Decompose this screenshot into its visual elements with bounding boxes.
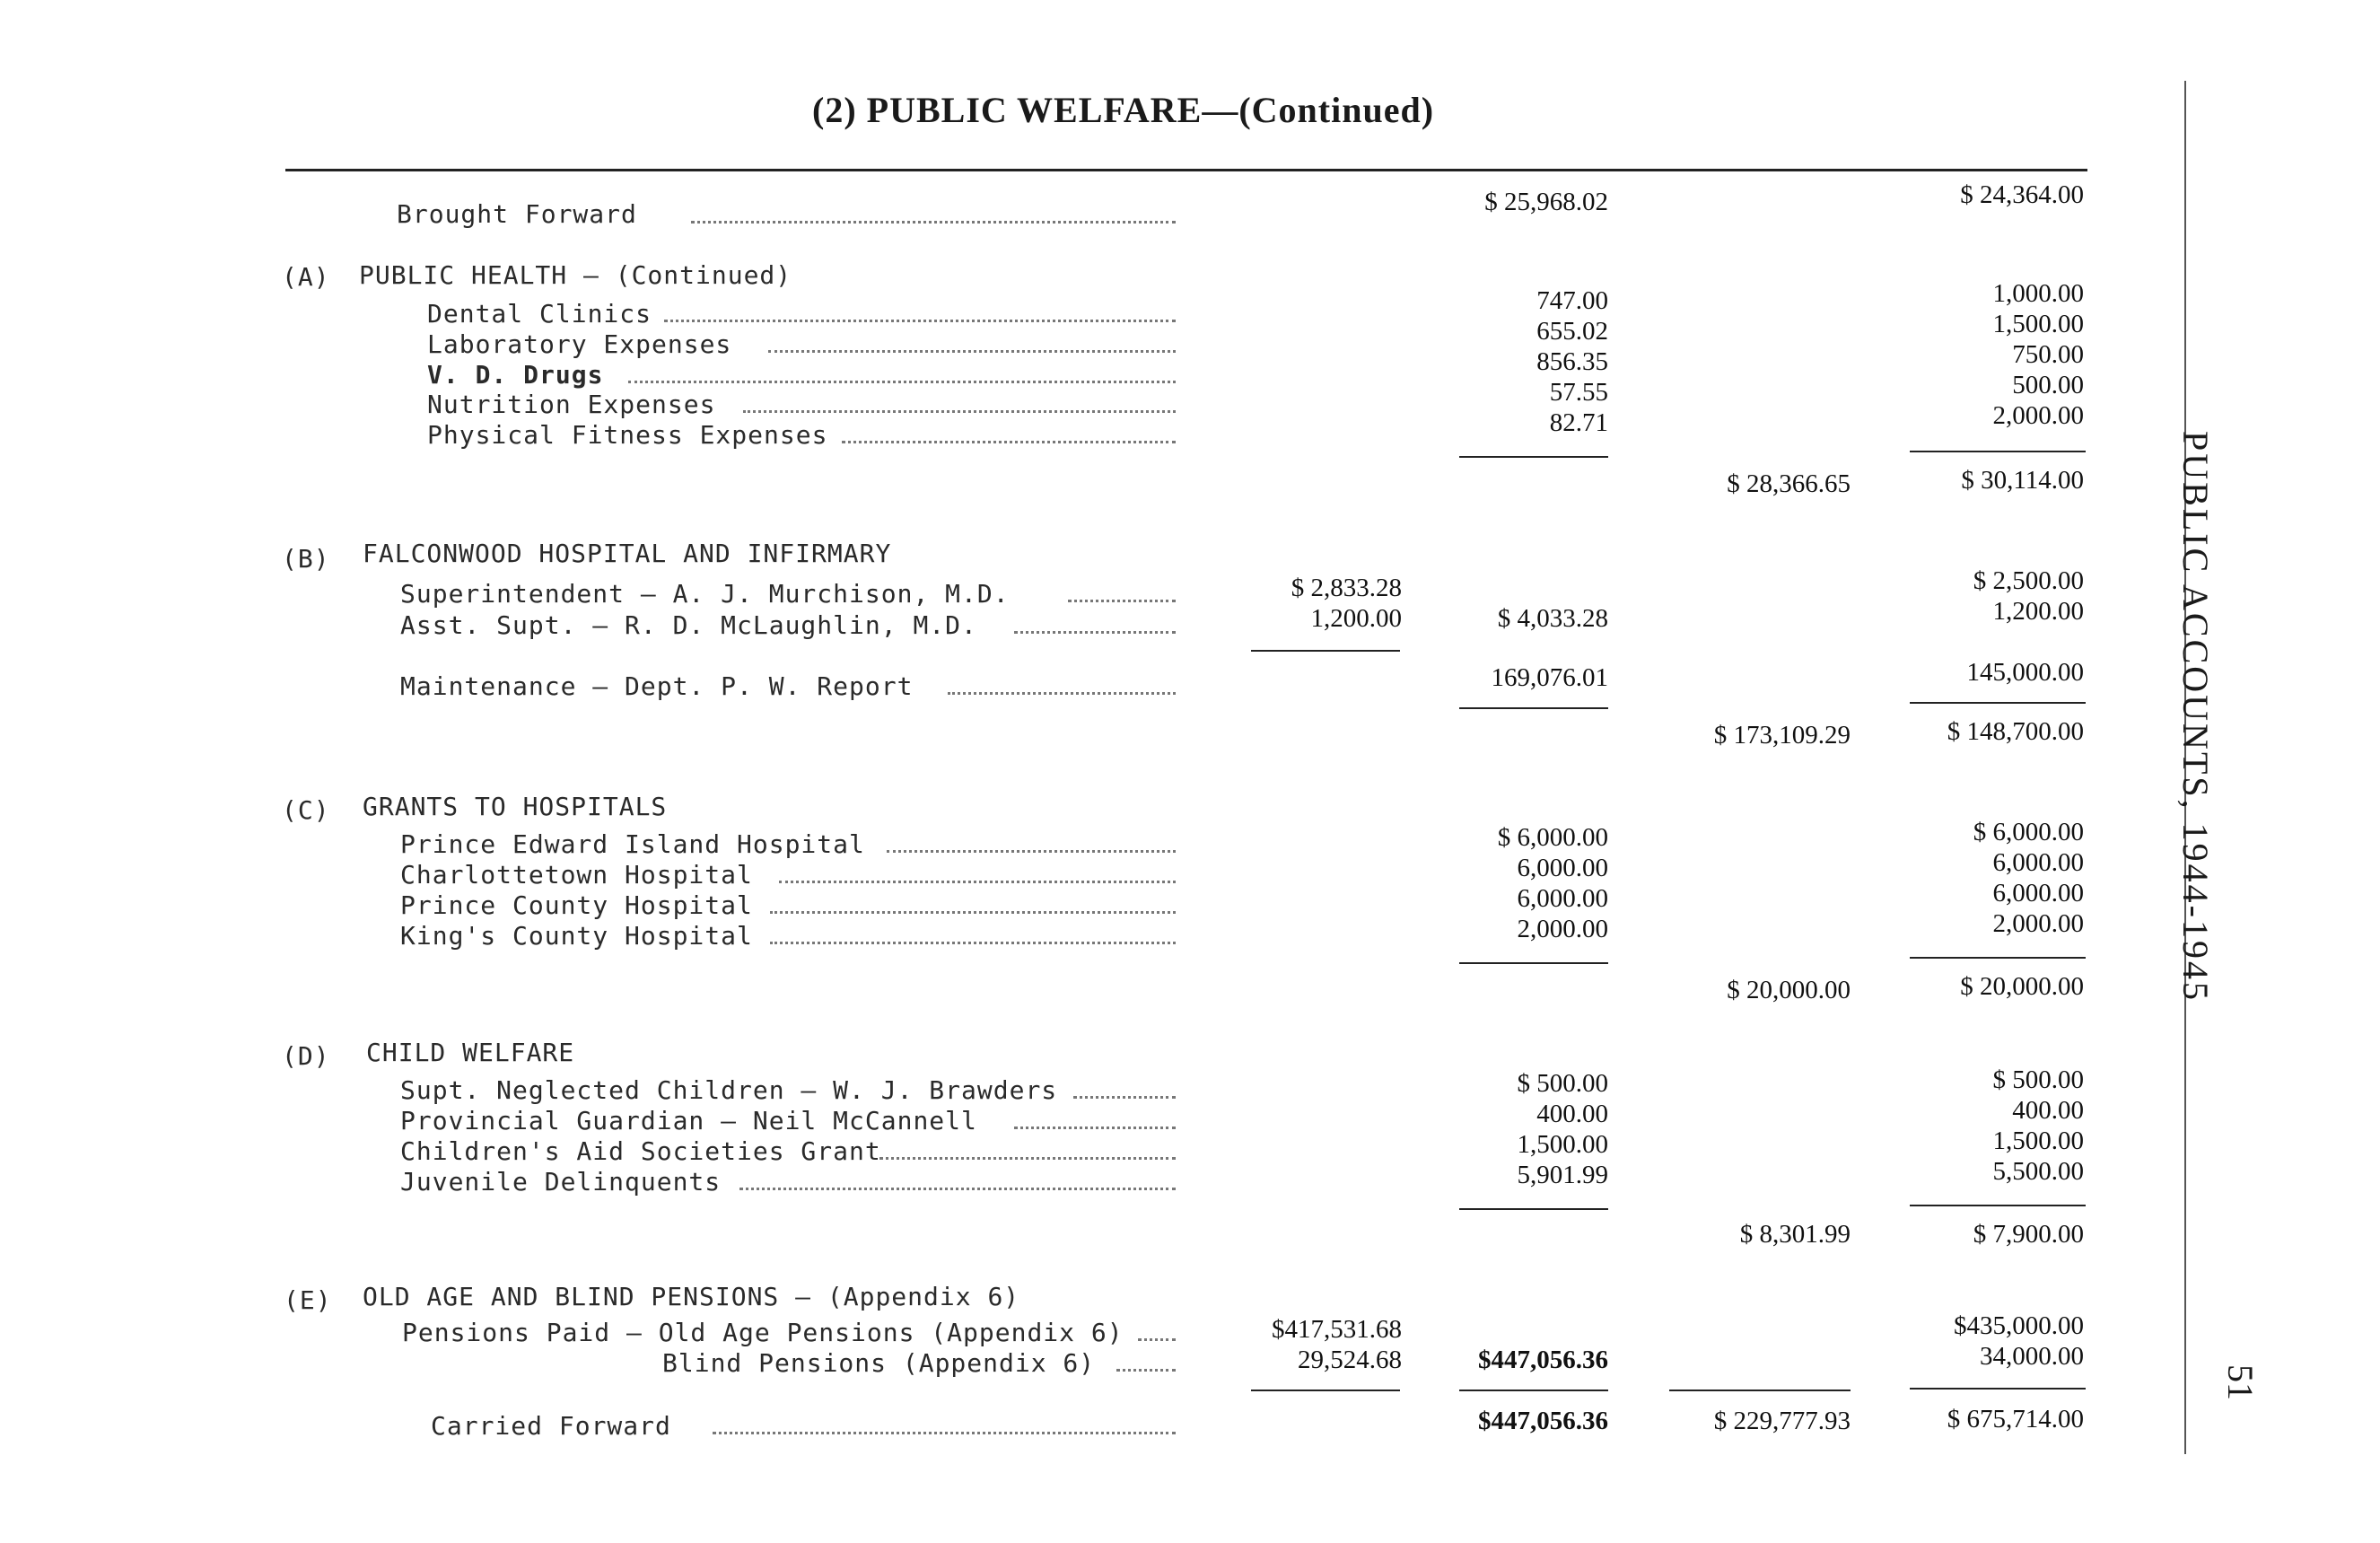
line-item-label: King's County Hospital — [400, 921, 753, 951]
carried-forward-label: Carried Forward — [431, 1411, 671, 1441]
line-item-col3: $447,056.36 — [1478, 1346, 1608, 1374]
line-item-col5: 1,000.00 — [1992, 279, 2084, 308]
line-item-label: Charlottetown Hospital — [400, 860, 753, 890]
leader-dots — [768, 350, 1176, 353]
carried-forward-col3: $447,056.36 — [1478, 1407, 1608, 1435]
line-item-col5: $ 500.00 — [1992, 1065, 2084, 1094]
section-total-col5: $ 148,700.00 — [1947, 717, 2084, 746]
leader-dots — [842, 441, 1176, 443]
section-total-col4: $ 8,301.99 — [1739, 1220, 1851, 1249]
line-item-col2: 1,200.00 — [1310, 604, 1402, 633]
leader-dots — [770, 911, 1176, 914]
section-title-a: PUBLIC HEALTH — (Continued) — [359, 260, 792, 290]
line-item-col5: 5,500.00 — [1992, 1157, 2084, 1186]
carried-forward-col4: $ 229,777.93 — [1713, 1407, 1851, 1435]
line-item-col3: 169,076.01 — [1491, 663, 1608, 692]
line-item-col5: 6,000.00 — [1992, 879, 2084, 907]
leader-dots — [628, 381, 1176, 383]
line-item-col5: 500.00 — [2012, 371, 2084, 399]
line-item-col5: 750.00 — [2012, 340, 2084, 369]
line-item-label: Dental Clinics — [427, 299, 652, 329]
leader-dots — [770, 942, 1176, 944]
line-item-col5: 1,200.00 — [1992, 597, 2084, 626]
line-item-col5: 6,000.00 — [1992, 848, 2084, 877]
line-item-label: Pensions Paid — Old Age Pensions (Appendix 6) — [402, 1318, 1124, 1347]
brought-forward-col5: $ 24,364.00 — [1960, 180, 2084, 209]
line-item-col3: 57.55 — [1549, 378, 1608, 407]
line-item-col2: $ 2,833.28 — [1291, 574, 1402, 602]
section-title-d: CHILD WELFARE — [366, 1038, 575, 1067]
subtotal-rule — [1910, 1205, 2086, 1206]
subtotal-rule — [1459, 707, 1608, 709]
line-item-col2: 29,524.68 — [1298, 1346, 1402, 1374]
line-item-label: Juvenile Delinquents — [400, 1167, 722, 1197]
leader-dots — [713, 1432, 1176, 1434]
line-item-label: V. D. Drugs — [427, 360, 604, 390]
running-title: PUBLIC ACCOUNTS, 1944-1945 — [2175, 431, 2216, 1003]
line-item-col5: 1,500.00 — [1992, 1127, 2084, 1155]
line-item-col5: 145,000.00 — [1966, 658, 2084, 687]
subtotal-rule — [1910, 702, 2086, 704]
section-letter-d: (D) — [282, 1041, 330, 1071]
brought-forward-col3: $ 25,968.02 — [1484, 188, 1608, 216]
section-total-col5: $ 20,000.00 — [1960, 972, 2084, 1001]
section-total-col5: $ 7,900.00 — [1973, 1220, 2084, 1249]
line-item-label: Supt. Neglected Children — W. J. Brawders — [400, 1075, 1058, 1105]
section-title-c: GRANTS TO HOSPITALS — [363, 792, 668, 821]
line-item-col3: 82.71 — [1549, 408, 1608, 437]
line-item-col3: 856.35 — [1536, 347, 1608, 376]
section-letter-b: (B) — [282, 544, 330, 574]
subtotal-rule — [1910, 957, 2086, 959]
line-item-col3: $ 6,000.00 — [1497, 823, 1608, 852]
subtotal-rule — [1459, 962, 1608, 964]
leader-dots — [1138, 1338, 1176, 1341]
subtotal-rule — [1669, 1390, 1851, 1391]
line-item-col3: 6,000.00 — [1517, 854, 1608, 882]
leader-dots — [739, 1188, 1176, 1190]
line-item-col3: 1,500.00 — [1517, 1130, 1608, 1159]
leader-dots — [743, 410, 1176, 413]
carried-forward-col5: $ 675,714.00 — [1947, 1405, 2084, 1433]
line-item-col3: $ 4,033.28 — [1497, 604, 1608, 633]
subtotal-rule — [1251, 650, 1400, 652]
subtotal-rule — [1910, 1388, 2086, 1390]
line-item-col3: 6,000.00 — [1517, 884, 1608, 913]
line-item-col3: 2,000.00 — [1517, 915, 1608, 943]
line-item-label: Prince County Hospital — [400, 890, 753, 920]
line-item-col5: $435,000.00 — [1954, 1311, 2084, 1340]
line-item-label: Laboratory Expenses — [427, 329, 732, 359]
line-item-col5: 400.00 — [2012, 1096, 2084, 1125]
line-item-col5: 2,000.00 — [1992, 401, 2084, 430]
section-title-b: FALCONWOOD HOSPITAL AND INFIRMARY — [363, 539, 892, 568]
leader-dots — [779, 881, 1176, 883]
line-item-label: Children's Aid Societies Grant — [400, 1136, 881, 1166]
line-item-label: Blind Pensions (Appendix 6) — [662, 1348, 1096, 1378]
leader-dots — [1014, 631, 1176, 634]
subtotal-rule — [1459, 1208, 1608, 1210]
brought-forward-label: Brought Forward — [397, 199, 637, 229]
line-item-label: Prince Edward Island Hospital — [400, 829, 865, 859]
line-item-label: Physical Fitness Expenses — [427, 420, 828, 450]
leader-dots — [1068, 600, 1176, 602]
line-item-label: Asst. Supt. — R. D. McLaughlin, M.D. — [400, 610, 977, 640]
leader-dots — [1073, 1096, 1176, 1099]
section-letter-e: (E) — [284, 1285, 332, 1315]
line-item-col3: 400.00 — [1536, 1100, 1608, 1128]
line-item-label: Maintenance — Dept. P. W. Report — [400, 671, 914, 701]
subtotal-rule — [1251, 1390, 1400, 1391]
section-total-col4: $ 173,109.29 — [1713, 721, 1851, 750]
leader-dots — [1014, 1127, 1176, 1129]
line-item-label: Superintendent — A. J. Murchison, M.D. — [400, 579, 1010, 609]
line-item-col3: $ 500.00 — [1517, 1069, 1608, 1098]
line-item-col5: 2,000.00 — [1992, 909, 2084, 938]
line-item-col3: 5,901.99 — [1517, 1161, 1608, 1189]
line-item-label: Provincial Guardian — Neil McCannell — [400, 1106, 977, 1135]
section-letter-a: (A) — [282, 262, 330, 292]
line-item-col5: 1,500.00 — [1992, 310, 2084, 338]
line-item-col2: $417,531.68 — [1272, 1315, 1402, 1344]
line-item-col5: $ 2,500.00 — [1973, 566, 2084, 595]
line-item-col3: 747.00 — [1536, 286, 1608, 315]
header-rule — [285, 169, 2087, 171]
leader-dots — [691, 221, 1176, 224]
leader-dots — [1116, 1369, 1176, 1372]
line-item-col5: 34,000.00 — [1980, 1342, 2084, 1371]
leader-dots — [887, 850, 1176, 853]
subtotal-rule — [1459, 1390, 1608, 1391]
leader-dots — [879, 1157, 1176, 1160]
line-item-label: Nutrition Expenses — [427, 390, 716, 419]
section-total-col4: $ 28,366.65 — [1727, 469, 1851, 498]
line-item-col5: $ 6,000.00 — [1973, 818, 2084, 846]
section-total-col5: $ 30,114.00 — [1961, 466, 2084, 495]
section-letter-c: (C) — [282, 795, 330, 825]
section-total-col4: $ 20,000.00 — [1727, 976, 1851, 1004]
subtotal-rule — [1910, 451, 2086, 452]
subtotal-rule — [1459, 456, 1608, 458]
page-title: (2) PUBLIC WELFARE—(Continued) — [812, 90, 1435, 130]
line-item-col3: 655.02 — [1536, 317, 1608, 346]
leader-dots — [948, 692, 1176, 695]
page-number: 51 — [2220, 1364, 2261, 1400]
leader-dots — [664, 320, 1176, 322]
section-title-e: OLD AGE AND BLIND PENSIONS — (Appendix 6) — [363, 1282, 1020, 1311]
